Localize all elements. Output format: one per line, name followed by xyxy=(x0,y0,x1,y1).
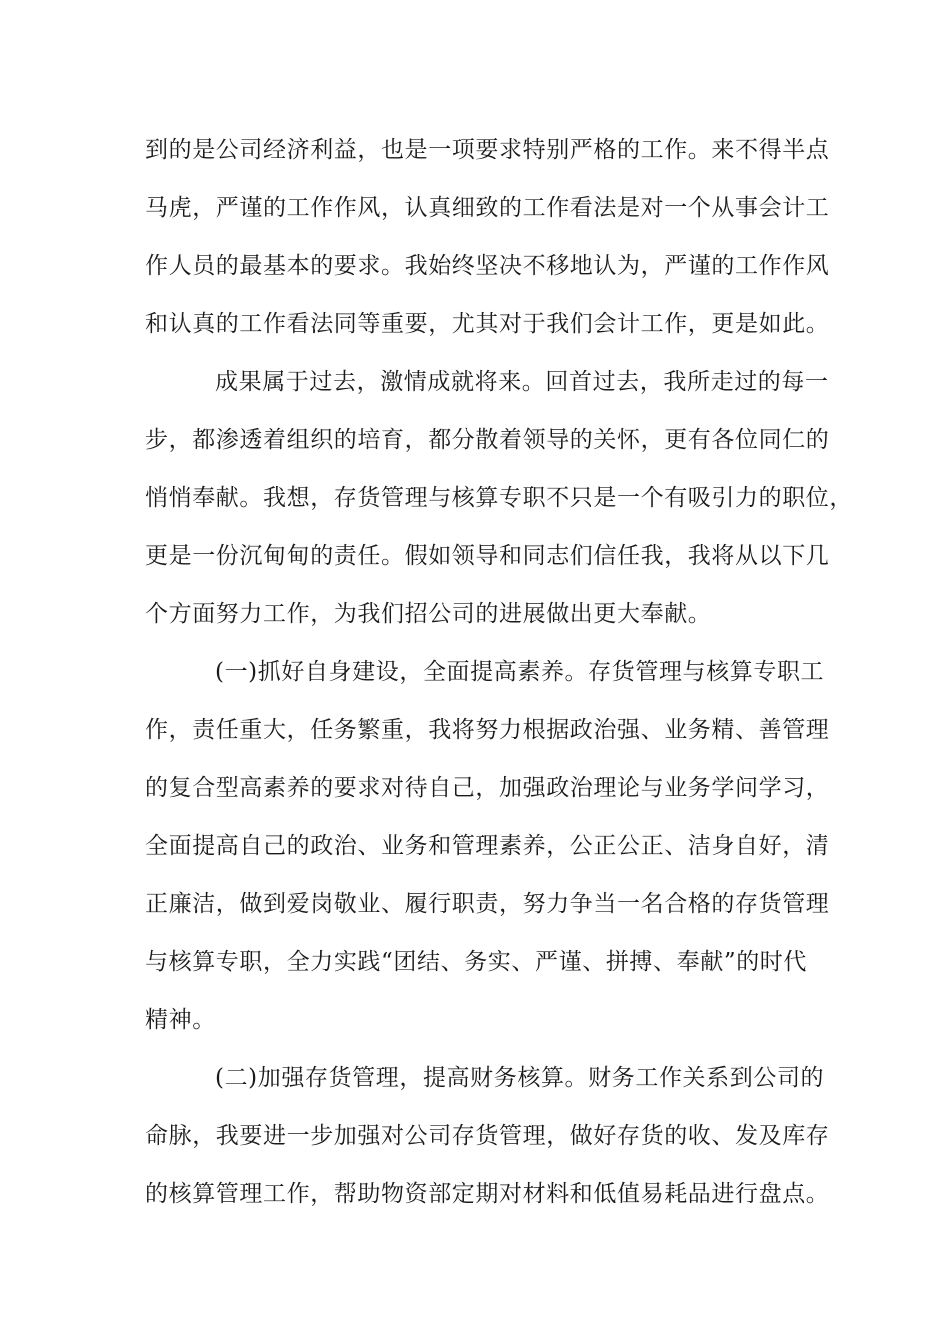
text-line: 的核算管理工作，帮助物资部定期对材料和低值易耗品进行盘点。 xyxy=(145,1181,830,1207)
text-line: 和认真的工作看法同等重要，尤其对于我们会计工作，更是如此。 xyxy=(145,311,830,337)
text-line: 精神。 xyxy=(145,1007,216,1033)
text-line: 命脉，我要进一步加强对公司存货管理，做好存货的收、发及库存 xyxy=(145,1123,830,1149)
text-line: 到的是公司经济利益，也是一项要求特别严格的工作。来不得半点 xyxy=(145,137,830,163)
text-line: 更是一份沉甸甸的责任。假如领导和同志们信任我，我将从以下几 xyxy=(145,543,830,569)
text-line: 步，都渗透着组织的培育，都分散着领导的关怀，更有各位同仁的 xyxy=(145,427,830,453)
text-line: (二)加强存货管理，提高财务核算。财务工作关系到公司的 xyxy=(215,1065,825,1091)
text-line: 成果属于过去，激情成就将来。回首过去，我所走过的每一 xyxy=(215,369,829,395)
text-line: 全面提高自己的政治、业务和管理素养，公正公正、洁身自好，清 xyxy=(145,833,830,859)
text-line: 马虎，严谨的工作作风，认真细致的工作看法是对一个从事会计工 xyxy=(145,195,830,221)
text-line: 与核算专职，全力实践“团结、务实、严谨、拼搏、奉献”的时代 xyxy=(145,949,807,975)
text-line: (一)抓好自身建设，全面提高素养。存货管理与核算专职工 xyxy=(215,659,825,685)
text-line: 正廉洁，做到爱岗敬业、履行职责，努力争当一名合格的存货管理 xyxy=(145,891,830,917)
text-line: 作人员的最基本的要求。我始终坚决不移地认为，严谨的工作作风 xyxy=(145,253,830,279)
text-line: 的复合型高素养的要求对待自己，加强政治理论与业务学问学习， xyxy=(145,775,830,801)
text-line: 悄悄奉献。我想，存货管理与核算专职不只是一个有吸引力的职位， xyxy=(145,485,853,511)
text-line: 个方面努力工作，为我们招公司的进展做出更大奉献。 xyxy=(145,601,712,627)
text-line: 作，责任重大，任务繁重，我将努力根据政治强、业务精、善管理 xyxy=(145,717,830,743)
